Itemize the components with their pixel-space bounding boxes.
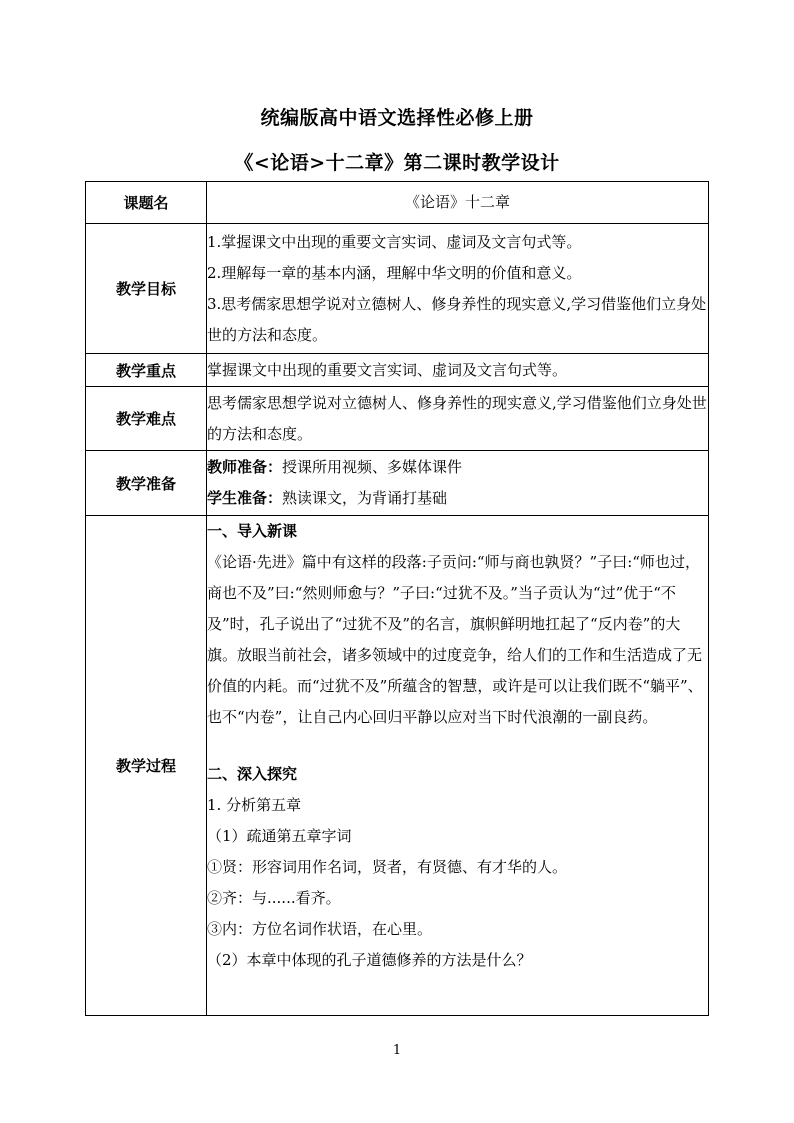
- table-row-objectives: [86, 224, 709, 354]
- row-label-key-points: 教学重点: [86, 354, 207, 387]
- process-line: ①贤：形容词用作名词，贤者，有贤德、有才华的人。: [207, 858, 568, 876]
- row-label-topic: 课题名: [86, 182, 207, 224]
- teacher-preparation: [207, 452, 708, 483]
- table-row-topic: [86, 182, 709, 224]
- table-row-process: [86, 516, 709, 1016]
- preparation-cell: [207, 451, 709, 516]
- topic-value: 《论语》十二章: [207, 182, 709, 224]
- row-label-process: 教学过程: [86, 516, 207, 1016]
- process-cell: [207, 516, 709, 1016]
- process-line: ②齐：与......看齐。: [207, 889, 341, 907]
- teacher-preparation-label: 教师准备：: [207, 458, 283, 476]
- intro-paragraph: 《论语·先进》篇中有这样的段落:子贡问:“师与商也孰贤？”子曰:“师也过，商也不及”曰:“然则师愈与？”子曰:“过犹不及。”当子贡认为“过”优于“不及”时，孔子说出了“过犹不及”的名言，旗帜鲜明地扛起了“反内卷”的大旗。放眼当前社会，诸多领域中的过度竞争，给人们的工作和生活造成了无价值的内耗。而“过犹不及”所蕴含的智慧，或许是可以让我们既不“躺平”、也不“内卷”，让自己内心回归平静以应对当下时代浪潮的一副良药。: [207, 553, 703, 726]
- teacher-preparation-value: 授课所用视频、多媒体课件: [282, 458, 463, 476]
- section-heading-intro: 一、导入新课: [207, 522, 298, 540]
- process-line: ③内：方位名词作状语，在心里。: [207, 920, 433, 938]
- table-row-preparation: [86, 451, 709, 516]
- key-points-value: 掌握课文中出现的重要文言实词、虚词及文言句式等。: [207, 354, 709, 387]
- section-heading-explore: 二、深入探究: [207, 765, 298, 783]
- student-preparation: [207, 483, 708, 514]
- document-subtitle: 《<论语>十二章》第二课时教学设计: [234, 152, 560, 174]
- document-title: 统编版高中语文选择性必修上册: [260, 107, 534, 129]
- table-row-key-points: [86, 354, 709, 387]
- objectives-cell: [207, 224, 709, 354]
- row-label-objectives: 教学目标: [86, 224, 207, 354]
- process-line: （2）本章中体现的孔子道德修养的方法是什么？: [207, 951, 532, 969]
- objective-item: 1.掌握课文中出现的重要文言实词、虚词及文言句式等。: [207, 232, 582, 251]
- process-line: 1. 分析第五章: [207, 796, 302, 814]
- objective-item: 2.理解每一章的基本内涵，理解中华文明的价值和意义。: [207, 263, 582, 282]
- row-label-difficulties: 教学难点: [86, 387, 207, 451]
- student-preparation-value: 熟读课文，为背诵打基础: [282, 489, 448, 507]
- spacer: [207, 733, 708, 759]
- lesson-plan-table: [85, 181, 709, 1016]
- page-number: 1: [392, 1043, 402, 1058]
- table-row-difficulties: [86, 387, 709, 451]
- student-preparation-label: 学生准备：: [207, 489, 283, 507]
- difficulties-value: 思考儒家思想学说对立德树人、修身养性的现实意义,学习借鉴他们立身处世的方法和态度。: [207, 387, 709, 451]
- process-line: （1）疏通第五章字词: [207, 827, 352, 845]
- row-label-preparation: 教学准备: [86, 451, 207, 516]
- objective-item: 3.思考儒家思想学说对立德树人、修身养性的现实意义,学习借鉴他们立身处世的方法和态度。: [207, 294, 707, 344]
